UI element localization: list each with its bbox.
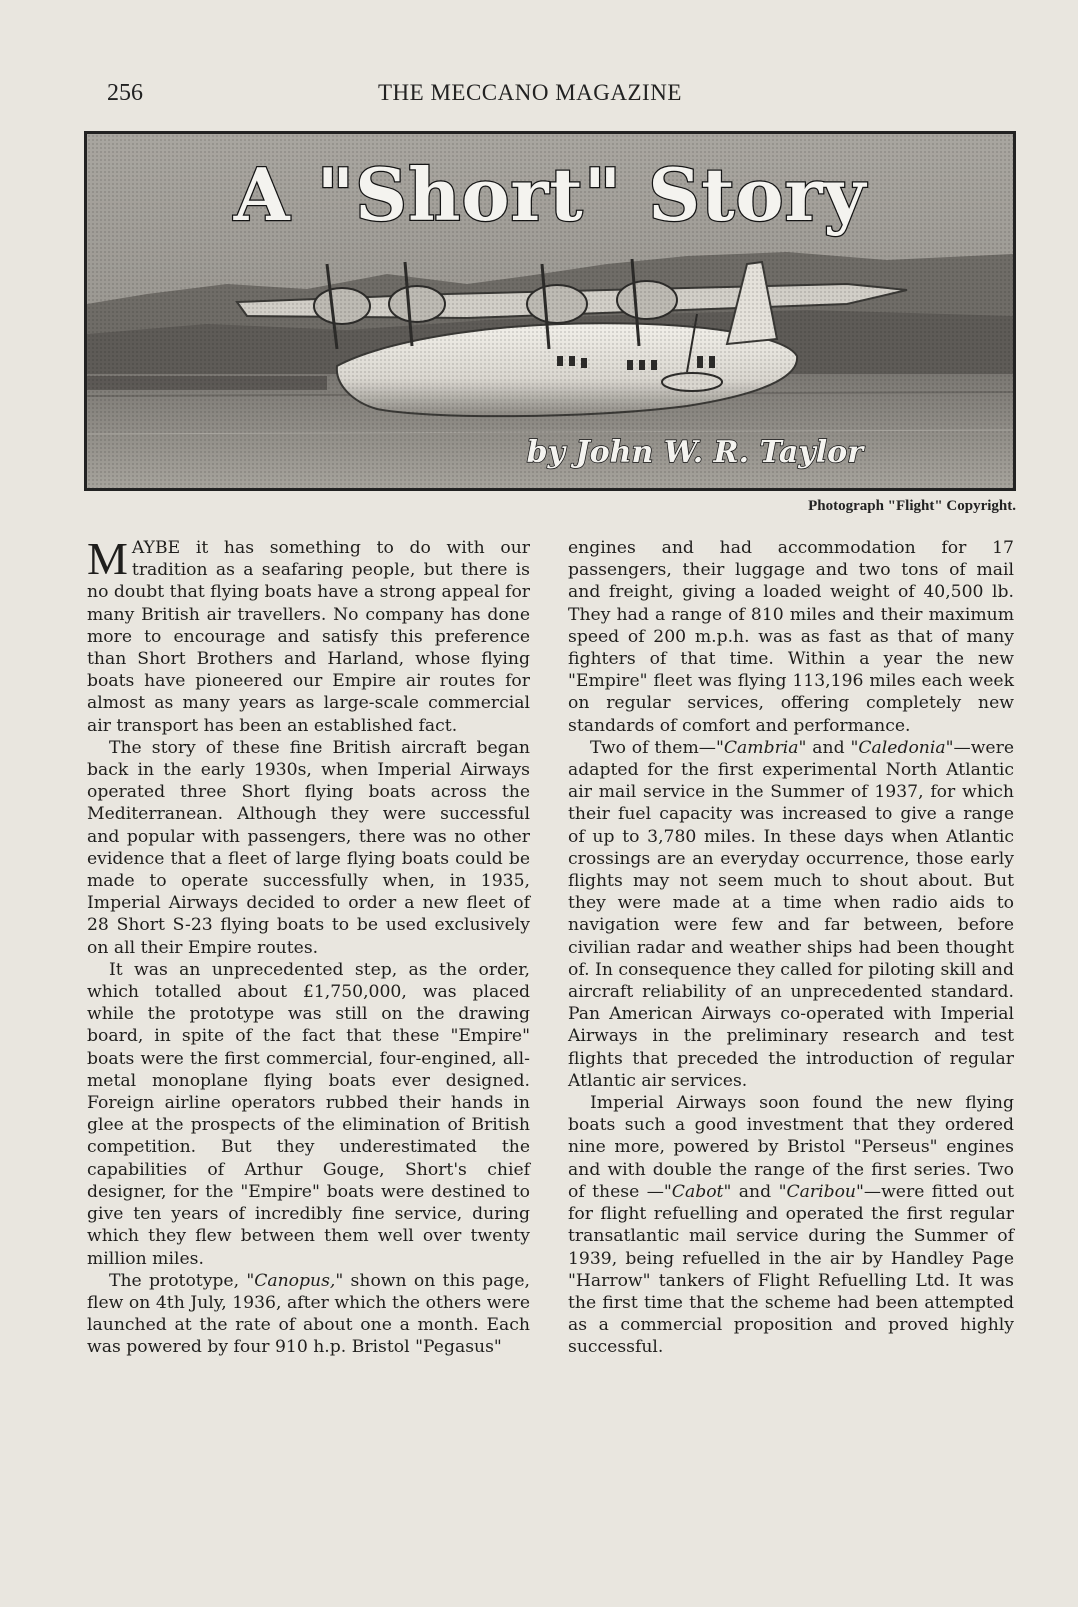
paragraph: MAYBE it has something to do with our tradition as a seafaring people, but there is no doubt that flying boats have a strong appeal for many British air travellers. No company has done more to encourage and satisfy this preference than Short Brothers and Harland, whose flying boats have pioneered our Empire air routes for almost as many years as large-scale commercial air transport has been an established fact. <box>87 533 531 736</box>
paragraph: The prototype, "Canopus," shown on this page, flew on 4th July, 1936, after which the others were launched at the rate of about one a month. Each was powered by four 910 h.p. Bristol "Pegasus" <box>87 1270 530 1358</box>
magazine-title: THE MECCANO MAGAZINE <box>378 80 682 105</box>
article-title: A "Short" Story <box>233 152 867 237</box>
drop-cap: M <box>87 533 128 584</box>
paragraph: Two of them—"Cambria" and "Caledonia"—were adapted for the first experimental North Atlantic air mail service in the Summer of 1937, for which their fuel capacity was increased to give a range of up to 3,780 miles. In these days when Atlantic crossings are an everyday occurrence, those early flights may not seem much to shout about. But they were made at a time when radio aids to navigation were few and far between, before civilian radar and weather ships had been thought of. In consequence they called for piloting skill and aircraft reliability of an unprecedented standard. Pan American Airways co-operated with Imperial Airways in the preliminary research and test flights that preceded the introduction of regular Atlantic air services. <box>568 737 1014 1091</box>
photo-credit: Photograph "Flight" Copyright. <box>808 498 1016 514</box>
paragraph: Imperial Airways soon found the new flying boats such a good investment that they ordered nine more, powered by Bristol "Perseus" engines and with double the range of the first series. Two of these —"Cabot" and "Caribou"—were fitted out for flight refuelling and operated the first regular transatlantic mail service during the Summer of 1939, being refuelled in the air by Handley Page "Harrow" tankers of Flight Refuelling Ltd. It was the first time that the scheme had been attempted as a commercial proposition and proved highly successful. <box>568 1093 1014 1358</box>
right-column <box>568 537 1014 1359</box>
flying-boat-photo <box>84 131 1016 491</box>
paragraph: engines and had accommodation for 17 passengers, their luggage and two tons of mail and freight, giving a loaded weight of 40,500 lb. They had a range of 810 miles and their maximum speed of 200 m.p.h. was as fast as that of many fighters of that time. Within a year the new "Empire" fleet was flying 113,196 miles each week on regular services, offering completely new standards of comfort and performance. <box>568 538 1014 736</box>
paragraph: The story of these fine British aircraft began back in the early 1930s, when Imperial Airways operated three Short flying boats across the Mediterranean. Although they were successful and popular with passengers, there was no other evidence that a fleet of large flying boats could be made to operate successfully when, in 1935, Imperial Airways decided to order a new fleet of 28 Short S-23 flying boats to be used exclusively on all their Empire routes. <box>87 737 530 958</box>
left-column <box>87 533 531 1359</box>
article-byline: by John W. R. Taylor <box>526 435 863 470</box>
page-number: 256 <box>107 80 143 106</box>
paragraph: It was an unprecedented step, as the order, which totalled about £1,750,000, was placed while the prototype was still on the drawing board, in spite of the fact that these "Empire" boats were the first commercial, four-engined, all-metal monoplane flying boats ever designed. Foreign airline operators rubbed their hands in glee at the prospects of the elimination of British competition. But they underestimated the capabilities of Arthur Gouge, Short's chief designer, for the "Empire" boats were destined to give ten years of incredibly fine service, during which they flew between them well over twenty million miles. <box>87 959 530 1269</box>
